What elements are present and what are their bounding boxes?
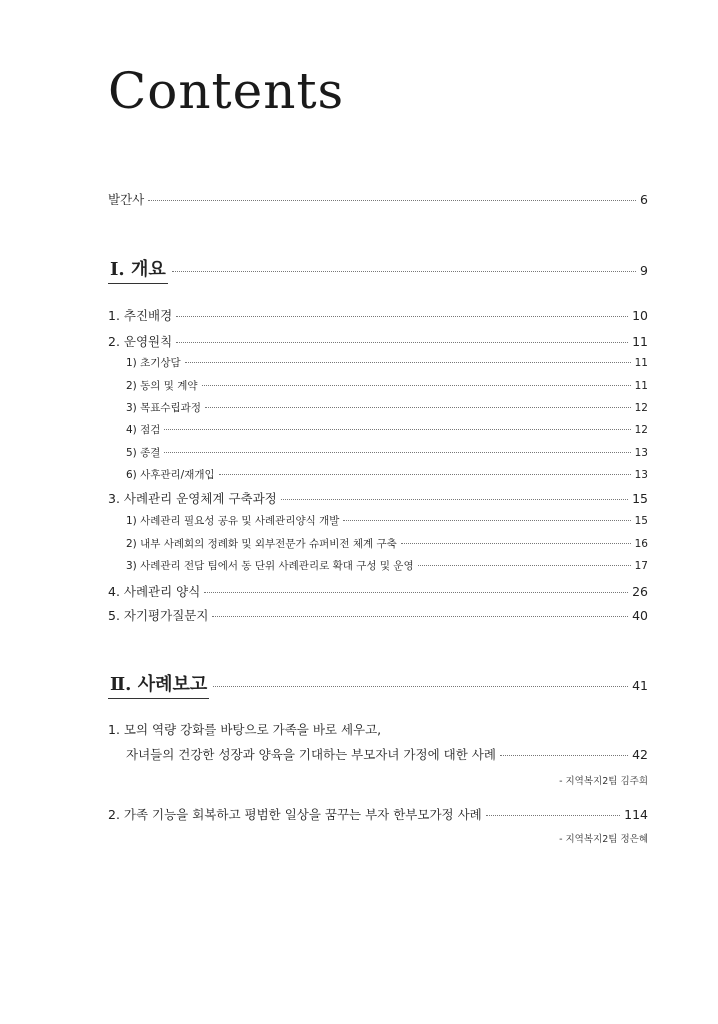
dot-leader	[213, 686, 628, 687]
toc-section-1[interactable]	[108, 255, 648, 284]
dot-leader	[164, 452, 630, 453]
toc-label: 1) 초기상담	[126, 357, 181, 369]
dot-leader	[418, 565, 631, 566]
toc-label: 발간사	[108, 192, 145, 207]
toc-label: 3) 사례관리 전담 팀에서 동 단위 사례관리로 확대 구성 및 운영	[126, 560, 414, 572]
dot-leader	[202, 385, 631, 386]
toc-subentry[interactable]	[126, 378, 648, 393]
toc-section-2[interactable]	[108, 670, 648, 699]
toc-subentry[interactable]	[126, 558, 648, 573]
toc-label: 2. 운영원칙	[108, 334, 173, 349]
toc-page: 42	[632, 747, 648, 762]
toc-label: 2) 내부 사례회의 정례화 및 외부전문가 슈퍼비전 체계 구축	[126, 538, 397, 550]
toc-label: 자녀들의 건강한 성장과 양육을 기대하는 부모자녀 가정에 대한 사례	[126, 747, 496, 762]
toc-page: 12	[634, 402, 648, 414]
toc-entry-case2[interactable]	[108, 805, 648, 823]
toc-entry[interactable]	[108, 489, 648, 507]
toc-label: 2. 가족 기능을 회복하고 평범한 일상을 꿈꾸는 부자 한부모가정 사례	[108, 807, 482, 822]
toc-subentry[interactable]	[126, 422, 648, 437]
dot-leader	[176, 342, 628, 343]
toc-entry[interactable]	[108, 306, 648, 324]
toc-page: 9	[640, 263, 648, 278]
dot-leader	[486, 815, 620, 816]
dot-leader	[343, 520, 630, 521]
dot-leader	[185, 362, 631, 363]
dot-leader	[204, 592, 628, 593]
toc-label: 1) 사례관리 필요성 공유 및 사례관리양식 개발	[126, 515, 340, 527]
toc-page: 12	[634, 424, 648, 436]
toc-label: 5. 자기평가질문지	[108, 608, 209, 623]
section-heading: Ⅰ. 개요	[108, 255, 168, 284]
toc-entry-case1[interactable]	[126, 745, 648, 763]
toc-page: 114	[624, 807, 648, 822]
toc-entry-preface[interactable]	[108, 190, 648, 208]
dot-leader	[205, 407, 631, 408]
toc-entry[interactable]	[108, 582, 648, 600]
toc-label: 3. 사례관리 운영체계 구축과정	[108, 491, 277, 506]
toc-page: 6	[640, 192, 648, 207]
toc-page: 17	[634, 560, 648, 572]
toc-label: 1. 추진배경	[108, 308, 173, 323]
dot-leader	[281, 499, 628, 500]
dot-leader	[148, 200, 636, 201]
toc-page: 13	[634, 447, 648, 459]
toc-subentry[interactable]	[126, 467, 648, 482]
dot-leader	[219, 474, 631, 475]
toc-page: 15	[632, 491, 648, 506]
toc-entry[interactable]	[108, 606, 648, 624]
case1-title-line1: 1. 모의 역량 강화를 바탕으로 가족을 바로 세우고,	[108, 722, 382, 737]
toc-subentry[interactable]	[126, 513, 648, 528]
toc-subentry[interactable]	[126, 445, 648, 460]
dot-leader	[401, 543, 631, 544]
dot-leader	[176, 316, 628, 317]
toc-label: 3) 목표수립과정	[126, 402, 201, 414]
toc-page: 11	[634, 380, 648, 392]
section-heading: Ⅱ. 사례보고	[108, 670, 209, 699]
toc-label: 4) 점검	[126, 424, 161, 436]
case1-author: - 지역복지2팀 김주희	[559, 776, 648, 787]
toc-label: 5) 종결	[126, 447, 161, 459]
toc-page: 11	[634, 357, 648, 369]
toc-page: 10	[632, 308, 648, 323]
toc-page: 41	[632, 678, 648, 693]
dot-leader	[500, 755, 628, 756]
toc-subentry[interactable]	[126, 400, 648, 415]
dot-leader	[212, 616, 628, 617]
dot-leader	[172, 271, 636, 272]
toc-page: 26	[632, 584, 648, 599]
toc-page: 16	[634, 538, 648, 550]
page-title: Contents	[108, 62, 345, 120]
toc-page: 13	[634, 469, 648, 481]
toc-label: 2) 동의 및 계약	[126, 380, 198, 392]
toc-subentry[interactable]	[126, 355, 648, 370]
toc-entry[interactable]	[108, 332, 648, 350]
toc-subentry[interactable]	[126, 536, 648, 551]
toc-page: 11	[632, 334, 648, 349]
toc-label: 6) 사후관리/재개입	[126, 469, 215, 481]
toc-label: 4. 사례관리 양식	[108, 584, 201, 599]
case2-author: - 지역복지2팀 정은혜	[559, 834, 648, 845]
dot-leader	[164, 429, 630, 430]
toc-page: 40	[632, 608, 648, 623]
toc-page: 15	[634, 515, 648, 527]
